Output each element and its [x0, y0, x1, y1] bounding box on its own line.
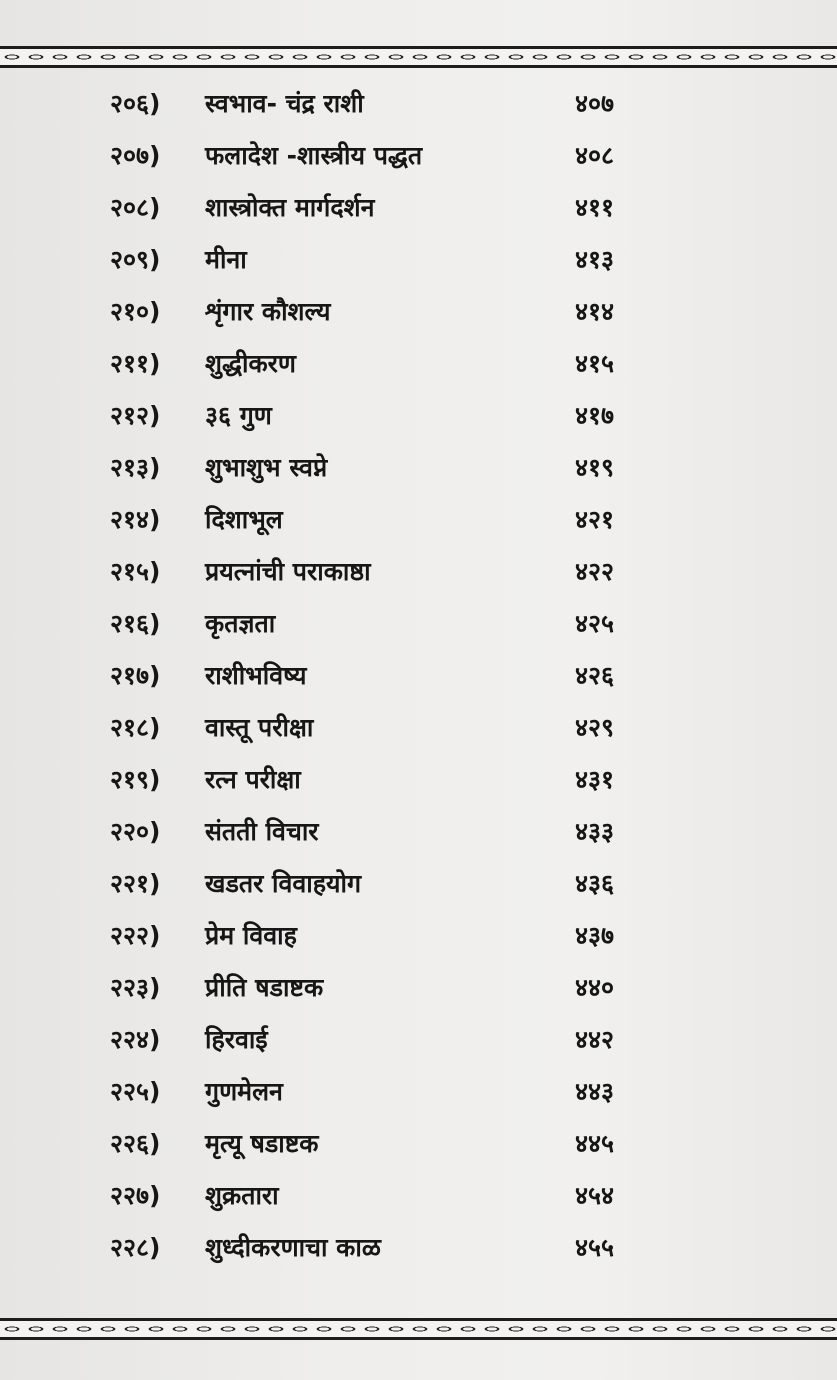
entry-number: २०९)	[110, 245, 161, 274]
entry-page-number: ४४२	[575, 1025, 615, 1054]
entry-number: २२४)	[110, 1025, 161, 1054]
entry-page-number: ४११	[575, 193, 615, 222]
entry-number: २१०)	[110, 297, 161, 326]
entry-title: प्रयत्नांची पराकाष्ठा	[205, 557, 371, 586]
entry-page-number: ४३१	[575, 765, 615, 794]
entry-page-number: ४३३	[575, 817, 615, 846]
entry-number: २२०)	[110, 817, 161, 846]
entry-number: २१२)	[110, 401, 161, 430]
entry-page-number: ४३६	[575, 869, 615, 898]
entry-number: २०६)	[110, 89, 161, 118]
entry-title: वास्तू परीक्षा	[205, 713, 314, 742]
entry-page-number: ४३७	[575, 921, 615, 950]
entry-page-number: ४१९	[575, 453, 615, 482]
entry-page-number: ४१३	[575, 245, 615, 274]
entry-number: २१३)	[110, 453, 161, 482]
entry-number: २२८)	[110, 1233, 161, 1262]
entry-number: २११)	[110, 349, 161, 378]
entry-title: शुध्दीकरणाचा काळ	[205, 1233, 381, 1262]
toc-entry	[0, 760, 837, 800]
entry-page-number: ४४३	[575, 1077, 615, 1106]
entry-title: शास्त्रोक्त मार्गदर्शन	[205, 193, 375, 222]
toc-entry	[0, 1020, 837, 1060]
toc-entry	[0, 656, 837, 696]
entry-page-number: ४५५	[575, 1233, 615, 1262]
entry-title: शुभाशुभ स्वप्ने	[205, 453, 328, 482]
toc-entry	[0, 188, 837, 228]
toc-entry	[0, 448, 837, 488]
entry-number: २१४)	[110, 505, 161, 534]
entry-page-number: ४२१	[575, 505, 615, 534]
entry-title: शृंगार कौशल्य	[205, 297, 331, 326]
entry-number: २०७)	[110, 141, 161, 170]
entry-title: राशीभविष्य	[205, 661, 307, 690]
entry-number: २१६)	[110, 609, 161, 638]
toc-entry	[0, 84, 837, 124]
entry-page-number: ४१४	[575, 297, 615, 326]
entry-title: प्रीति षडाष्टक	[205, 973, 324, 1002]
toc-entry	[0, 292, 837, 332]
entry-page-number: ४४०	[575, 973, 615, 1002]
toc-entry	[0, 708, 837, 748]
toc-entry	[0, 1228, 837, 1268]
entry-number: २१८)	[110, 713, 161, 742]
entry-number: २०८)	[110, 193, 161, 222]
entry-number: २२६)	[110, 1129, 161, 1158]
toc-entry	[0, 968, 837, 1008]
toc-entry	[0, 1072, 837, 1112]
entry-title: प्रेम विवाह	[205, 921, 297, 950]
entry-title: संतती विचार	[205, 817, 319, 846]
entry-number: २२१)	[110, 869, 161, 898]
toc-entry	[0, 240, 837, 280]
entry-number: २१७)	[110, 661, 161, 690]
entry-page-number: ४२२	[575, 557, 615, 586]
toc-entry	[0, 136, 837, 176]
entry-page-number: ४०८	[575, 141, 615, 170]
entry-page-number: ४४५	[575, 1129, 615, 1158]
entry-number: २२२)	[110, 921, 161, 950]
entry-title: ३६ गुण	[205, 401, 272, 430]
entry-number: २१५)	[110, 557, 161, 586]
entry-title: गुणमेलन	[205, 1077, 283, 1106]
toc-entry	[0, 604, 837, 644]
toc-entry	[0, 396, 837, 436]
toc-entry	[0, 552, 837, 592]
entry-page-number: ४१५	[575, 349, 615, 378]
toc-entry	[0, 864, 837, 904]
toc-entry	[0, 500, 837, 540]
toc-entry	[0, 916, 837, 956]
entry-page-number: ४२६	[575, 661, 615, 690]
entry-title: कृतज्ञता	[205, 609, 276, 638]
entry-number: २२५)	[110, 1077, 161, 1106]
entry-number: २२३)	[110, 973, 161, 1002]
entry-title: फलादेश -शास्त्रीय पद्धत	[205, 141, 423, 170]
entry-page-number: ४२५	[575, 609, 615, 638]
entry-title: मृत्यू षडाष्टक	[205, 1129, 319, 1158]
entry-title: खडतर विवाहयोग	[205, 869, 362, 898]
toc-entry	[0, 344, 837, 384]
entry-title: स्वभाव- चंद्र राशी	[205, 89, 364, 118]
toc-entry	[0, 1124, 837, 1164]
entry-title: शुक्रतारा	[205, 1181, 279, 1210]
entry-title: हिरवाई	[205, 1025, 268, 1054]
entry-page-number: ४२९	[575, 713, 615, 742]
bottom-decorative-border	[0, 1318, 837, 1340]
entry-number: २२७)	[110, 1181, 161, 1210]
entry-page-number: ४०७	[575, 89, 615, 118]
entry-page-number: ४१७	[575, 401, 615, 430]
toc-entry	[0, 812, 837, 852]
entry-title: दिशाभूल	[205, 505, 283, 534]
entry-page-number: ४५४	[575, 1181, 615, 1210]
entry-title: शुद्धीकरण	[205, 349, 296, 378]
top-decorative-border	[0, 46, 837, 68]
toc-entry	[0, 1176, 837, 1216]
entry-title: मीना	[205, 245, 247, 274]
entry-number: २१९)	[110, 765, 161, 794]
entry-title: रत्न परीक्षा	[205, 765, 301, 794]
